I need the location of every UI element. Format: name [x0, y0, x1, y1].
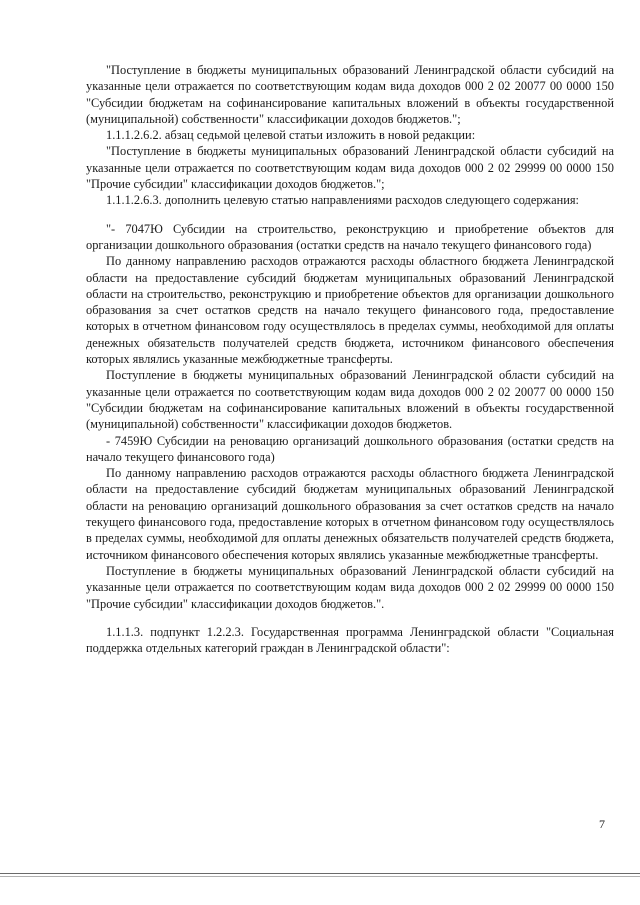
paragraph-11: 1.1.1.3. подпункт 1.2.2.3. Государственная программа Ленинградской области "Социальная поддержка отдельных категорий граждан в Ленинградской области":	[86, 624, 614, 656]
spacer	[86, 209, 614, 221]
paragraph-1: "Поступление в бюджеты муниципальных образований Ленинградской области субсидий на указанные цели отражается по соответствующим кодам вида доходов 000 2 02 20077 00 0000 150 "Субсидии бюджетам на софинансирование капитальных вложений в объекты государственной (муниципальной) собственности" классификации доходов бюджетов.";	[86, 63, 614, 126]
document-body	[86, 62, 614, 656]
paragraph-4: 1.1.1.2.6.3. дополнить целевую статью направлениями расходов следующего содержания:	[106, 193, 579, 208]
page-number: 7	[599, 817, 605, 831]
paragraph-9: По данному направлению расходов отражаются расходы областного бюджета Ленинградской области на предоставление субсидий бюджетам муниципальных образований Ленинградской области на реновацию организаций дошкольного образования за счет остатков средств на начало текущего финансового года, предоставление которых в отчетном финансовом году осуществлялось в пределах суммы, необходимой для оплаты денежных обязательств получателей средств бюджета, источником финансового обеспечения которых являлись указанные межбюджетные трансферты.	[86, 466, 614, 562]
scan-edge-line	[0, 876, 640, 877]
paragraph-6: По данному направлению расходов отражаются расходы областного бюджета Ленинградской области на предоставление субсидий бюджетам муниципальных образований Ленинградской области на строительство, реконструкцию и приобретение объектов для организации дошкольного образования за счет остатков средств на начало текущего финансового года, предоставление которых в отчетном финансовом году осуществлялось в пределах суммы, необходимой для оплаты денежных обязательств получателей средств бюджета, источником финансового обеспечения которых являлись указанные межбюджетные трансферты.	[86, 254, 614, 367]
spacer	[86, 612, 614, 624]
paragraph-5: "- 7047Ю Субсидии на строительство, реконструкцию и приобретение объектов для организации дошкольного образования (остатки средств на начало текущего финансового года)	[86, 221, 614, 252]
paragraph-2: 1.1.1.2.6.2. абзац седьмой целевой статьи изложить в новой редакции:	[106, 128, 476, 143]
paragraph-7: Поступление в бюджеты муниципальных образований Ленинградской области субсидий на указанные цели отражается по соответствующим кодам вида доходов 000 2 02 20077 00 0000 150 "Субсидии бюджетам на софинансирование капитальных вложений в объекты государственной (муниципальной) собственности" классификации доходов бюджетов.	[86, 368, 614, 432]
paragraph-8: - 7459Ю Субсидии на реновацию организаций дошкольного образования (остатки средств на начало текущего финансового года)	[86, 433, 614, 464]
scan-edge-line	[0, 873, 640, 874]
paragraph-3: "Поступление в бюджеты муниципальных образований Ленинградской области субсидий на указанные цели отражается по соответствующим кодам вида доходов 000 2 02 29999 00 0000 150 "Прочие субсидии" классификации доходов бюджетов.";	[86, 144, 614, 192]
paragraph-10: Поступление в бюджеты муниципальных образований Ленинградской области субсидий на указанные цели отражается по соответствующим кодам вида доходов 000 2 02 29999 00 0000 150 "Прочие субсидии" классификации доходов бюджетов.".	[86, 563, 614, 611]
